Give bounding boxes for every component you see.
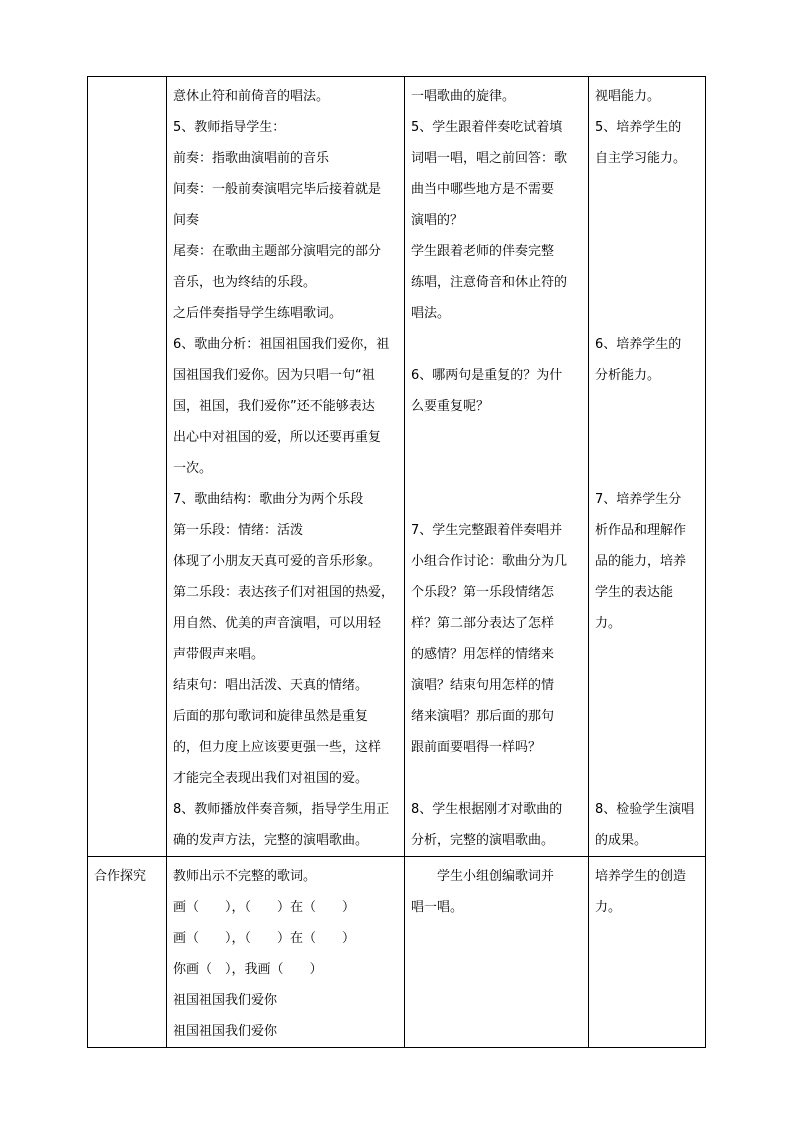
text-line <box>595 391 701 422</box>
text-line: 么要重复呢？ <box>411 399 490 414</box>
text-line: 学生跟着老师的伴奏完整 <box>411 244 555 259</box>
stage-cell <box>88 857 167 1048</box>
lesson-plan-table <box>87 76 706 1048</box>
text-line: 小组合作讨论：歌曲分为几 <box>411 554 568 569</box>
text-line: 7、学生完整跟着伴奏唱并 <box>411 523 563 538</box>
teacher-activity-text <box>167 77 404 856</box>
stage-cell <box>88 77 167 857</box>
text-line: 样？第二部分表达了怎样 <box>411 616 555 631</box>
text-line: 一唱歌曲的旋律。 <box>411 89 516 104</box>
text-line: 分析能力。 <box>595 368 661 383</box>
text-line: 自主学习能力。 <box>595 151 687 166</box>
text-line: 7、歌曲结构：歌曲分为两个乐段 <box>173 492 364 507</box>
text-line: 第一乐段：情绪：活泼 <box>173 523 304 538</box>
text-line: 8、检验学生演唱 <box>595 802 695 817</box>
text-line: 8、教师播放伴奏音频，指导学生用正 <box>173 802 390 817</box>
text-line <box>595 267 701 298</box>
text-line: 力。 <box>595 900 622 915</box>
text-line <box>595 174 701 205</box>
text-line: 5、学生跟着伴奏吃试着填 <box>411 120 563 135</box>
design-intent-cell <box>589 77 706 857</box>
design-intent-text <box>589 857 705 923</box>
text-line <box>411 453 584 484</box>
text-line: 培养学生的创造 <box>595 869 687 884</box>
text-line <box>595 763 701 794</box>
text-line <box>595 205 701 236</box>
text-line <box>595 670 701 701</box>
text-line: 体现了小朋友天真可爱的音乐形象。 <box>173 554 382 569</box>
student-activity-cell <box>405 77 589 857</box>
text-line: 间奏 <box>173 213 200 228</box>
text-line: 练唱，注意倚音和休止符的 <box>411 275 568 290</box>
text-line: 结束句：唱出活泼、天真的情绪。 <box>173 678 369 693</box>
text-line: 绪来演唱？那后面的那句 <box>411 709 555 724</box>
text-line: 6、歌曲分析：祖国祖国我们爱你，祖 <box>173 337 390 352</box>
text-line: 用自然、优美的声音演唱，可以用轻 <box>173 616 382 631</box>
text-line: 5、教师指导学生： <box>173 120 286 135</box>
stage-label: 合作探究 <box>94 869 147 884</box>
text-line <box>595 639 701 670</box>
text-line: 7、培养学生分 <box>595 492 682 507</box>
text-line: 演唱的？ <box>411 213 464 228</box>
text-line: 分析，完整的演唱歌曲。 <box>411 833 555 848</box>
text-line: 力。 <box>595 616 622 631</box>
text-line <box>411 422 584 453</box>
text-line <box>595 701 701 732</box>
text-line: 确的发声方法，完整的演唱歌曲。 <box>173 833 369 848</box>
text-line: 后面的那句歌词和旋律虽然是重复 <box>173 709 369 724</box>
text-line: 跟前面要唱得一样吗？ <box>411 740 542 755</box>
text-line: 6、哪两句是重复的？为什 <box>411 368 563 383</box>
text-line: 的成果。 <box>595 833 648 848</box>
text-line: 祖国祖国我们爱你 <box>173 993 278 1008</box>
teacher-activity-cell <box>167 77 405 857</box>
text-line: 8、学生根据刚才对歌曲的 <box>411 802 563 817</box>
text-line: 曲当中哪些地方是不需要 <box>411 182 555 197</box>
text-line: 音乐，也为终结的乐段。 <box>173 275 317 290</box>
text-line: 前奏：指歌曲演唱前的音乐 <box>173 151 330 166</box>
text-line <box>411 484 584 515</box>
student-activity-cell <box>405 857 589 1048</box>
text-line: 画（ ），（ ）在（ ） <box>173 900 356 915</box>
text-line: 意休止符和前倚音的唱法。 <box>173 89 330 104</box>
text-line <box>595 422 701 453</box>
design-intent-cell <box>589 857 706 1048</box>
text-line: 的，但力度上应该要更强一些，这样 <box>173 740 382 755</box>
stage-label <box>88 77 166 81</box>
text-line: 声带假声来唱。 <box>173 647 265 662</box>
text-line: 之后伴奏指导学生练唱歌词。 <box>173 306 343 321</box>
text-line: 才能完全表现出我们对祖国的爱。 <box>173 771 369 786</box>
table-row <box>88 77 706 857</box>
table-row <box>88 857 706 1048</box>
text-line <box>595 298 701 329</box>
text-line: 5、培养学生的 <box>595 120 682 135</box>
design-intent-text <box>589 77 705 856</box>
text-line: 你画（ ），我画（ ） <box>173 962 323 977</box>
text-line: 教师出示不完整的歌词。 <box>173 869 317 884</box>
text-line <box>595 732 701 763</box>
teacher-activity-text <box>167 857 404 1047</box>
text-line: 个乐段？第一乐段情绪怎 <box>411 585 555 600</box>
text-line: 尾奏：在歌曲主题部分演唱完的部分 <box>173 244 382 259</box>
text-line: 视唱能力。 <box>595 89 661 104</box>
student-activity-text <box>405 857 588 923</box>
text-line: 国，祖国，我们爱你”还不能够表达 <box>173 399 375 414</box>
text-line <box>595 453 701 484</box>
text-line: 唱法。 <box>411 306 451 321</box>
text-line: 第二乐段：表达孩子们对祖国的热爱， <box>173 585 395 600</box>
student-activity-text <box>405 77 588 856</box>
text-line: 析作品和理解作 <box>595 523 687 538</box>
text-line: 祖国祖国我们爱你 <box>173 1024 278 1039</box>
text-line: 唱一唱。 <box>411 900 464 915</box>
text-line <box>411 329 584 360</box>
text-line <box>411 763 584 794</box>
text-line: 6、培养学生的 <box>595 337 682 352</box>
text-line: 演唱？结束句用怎样的情 <box>411 678 555 693</box>
text-line: 品的能力，培养 <box>595 554 687 569</box>
text-line: 国祖国我们爱你。因为只唱一句“祖 <box>173 368 375 383</box>
text-line: 的感情？用怎样的情绪来 <box>411 647 555 662</box>
text-line: 出心中对祖国的爱，所以还要再重复 <box>173 430 382 445</box>
text-line: 画（ ），（ ）在（ ） <box>173 931 356 946</box>
text-line: 词唱一唱，唱之前回答：歌 <box>411 151 568 166</box>
teacher-activity-cell <box>167 857 405 1048</box>
text-line <box>595 236 701 267</box>
text-line: 间奏：一般前奏演唱完毕后接着就是 <box>173 182 382 197</box>
text-line: 一次。 <box>173 461 213 476</box>
text-line: 学生小组创编歌词并 <box>437 869 555 884</box>
text-line: 学生的表达能 <box>595 585 674 600</box>
